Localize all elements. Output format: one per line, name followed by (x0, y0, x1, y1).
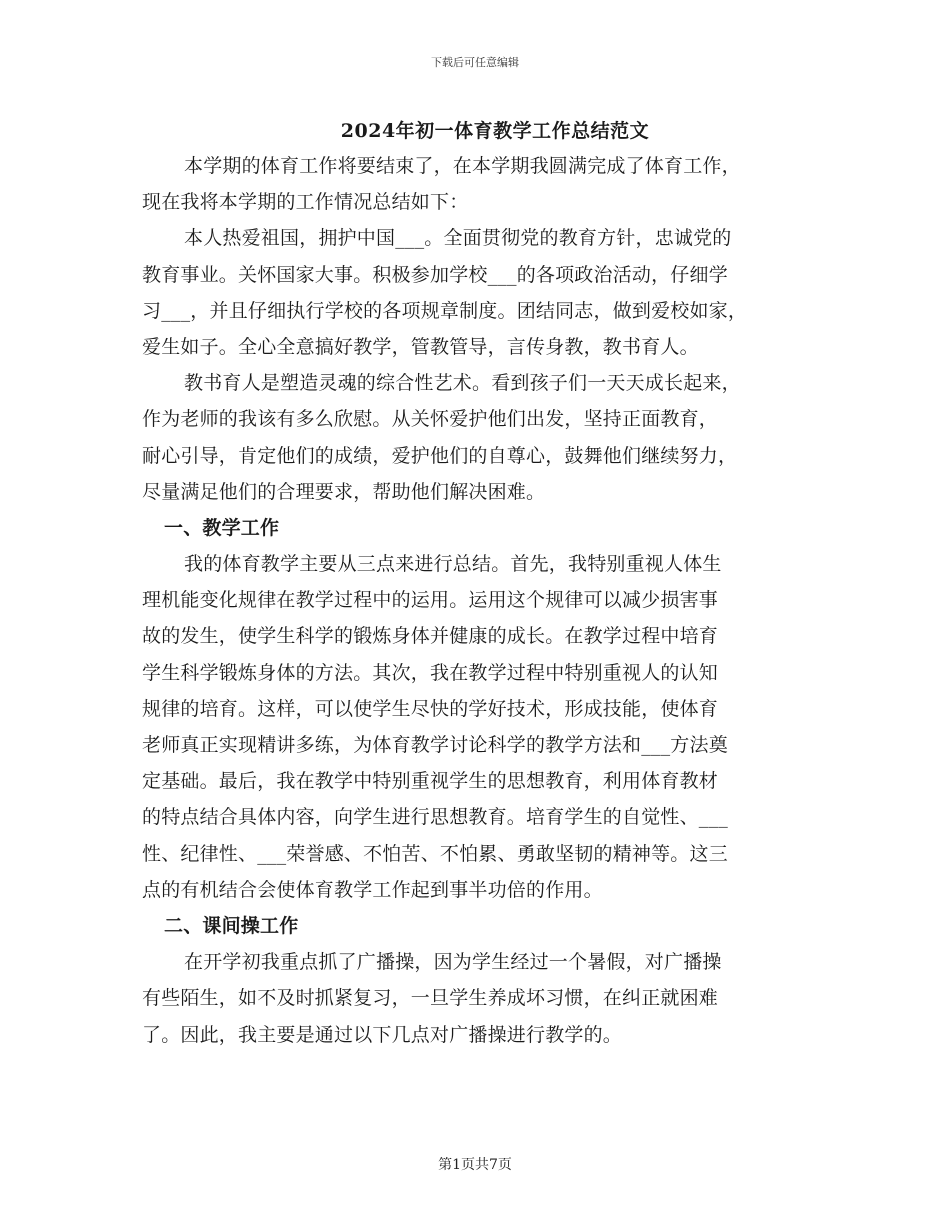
text-line: 爱生如子。全心全意搞好教学，管教管导，言传身教，教书育人。 (142, 335, 699, 358)
text-line: 习___，并且仔细执行学校的各项规章制度。团结同志，做到爱校如家， (142, 299, 748, 322)
header-note: 下载后可任意编辑 (431, 56, 519, 69)
text-line: 规律的培育。这样，可以使学生尽快的学好技术，形成技能，使体育 (142, 697, 719, 720)
text-line: 本学期的体育工作将要结束了，在本学期我圆满完成了体育工作， (184, 155, 741, 177)
text-line: 性、纪律性、___荣誉感、不怕苦、不怕累、勇敢坚韧的精神等。这三 (142, 842, 728, 865)
text-line: 学生科学锻炼身体的方法。其次，我在教学过程中特别重视人的认知 (142, 661, 719, 684)
text-line: 点的有机结合会使体育教学工作起到事半功倍的作用。 (142, 878, 603, 901)
document-body (142, 148, 814, 1053)
page-number: 第1页共7页 (438, 1157, 512, 1173)
section-heading: 二、课间操工作 (164, 914, 299, 937)
text-line: 有些陌生，如不及时抓紧复习，一旦学生养成坏习惯，在纠正就困难 (142, 987, 719, 1010)
text-line: 教育事业。关怀国家大事。积极参加学校___的各项政治活动，仔细学 (142, 263, 728, 286)
text-line: 了。因此，我主要是通过以下几点对广播操进行教学的。 (142, 1023, 623, 1046)
text-line: 老师真正实现精讲多练，为体育教学讨论科学的教学方法和___方法奠 (142, 734, 728, 756)
text-line: 耐心引导，肯定他们的成绩，爱护他们的自尊心，鼓舞他们继续努力， (142, 444, 738, 467)
text-line: 我的体育教学主要从三点来进行总结。首先，我特别重视人体生 (184, 553, 722, 576)
text-line: 教书育人是塑造灵魂的综合性艺术。看到孩子们一天天成长起来， (184, 372, 741, 395)
text-line: 定基础。最后，我在教学中特别重视学生的思想教育，利用体育教材 (142, 770, 719, 793)
text-line: 现在我将本学期的工作情况总结如下： (142, 191, 469, 214)
text-line: 理机能变化规律在教学过程中的运用。运用这个规律可以减少损害事 (142, 589, 719, 612)
section-heading: 一、教学工作 (164, 516, 280, 539)
text-line: 尽量满足他们的合理要求，帮助他们解决困难。 (142, 480, 546, 503)
text-line: 故的发生，使学生科学的锻炼身体并健康的成长。在教学过程中培育 (142, 625, 719, 648)
document-title: 2024年初一体育教学工作总结范文 (340, 120, 650, 142)
text-line: 作为老师的我该有多么欣慰。从关怀爱护他们出发，坚持正面教育， (142, 408, 719, 431)
text-line: 本人热爱祖国，拥护中国___。全面贯彻党的教育方针，忠诚党的 (184, 227, 732, 250)
text-line: 的特点结合具体内容，向学生进行思想教育。培育学生的自觉性、___ (142, 806, 728, 829)
text-line: 在开学初我重点抓了广播操，因为学生经过一个暑假，对广播操 (184, 951, 722, 974)
